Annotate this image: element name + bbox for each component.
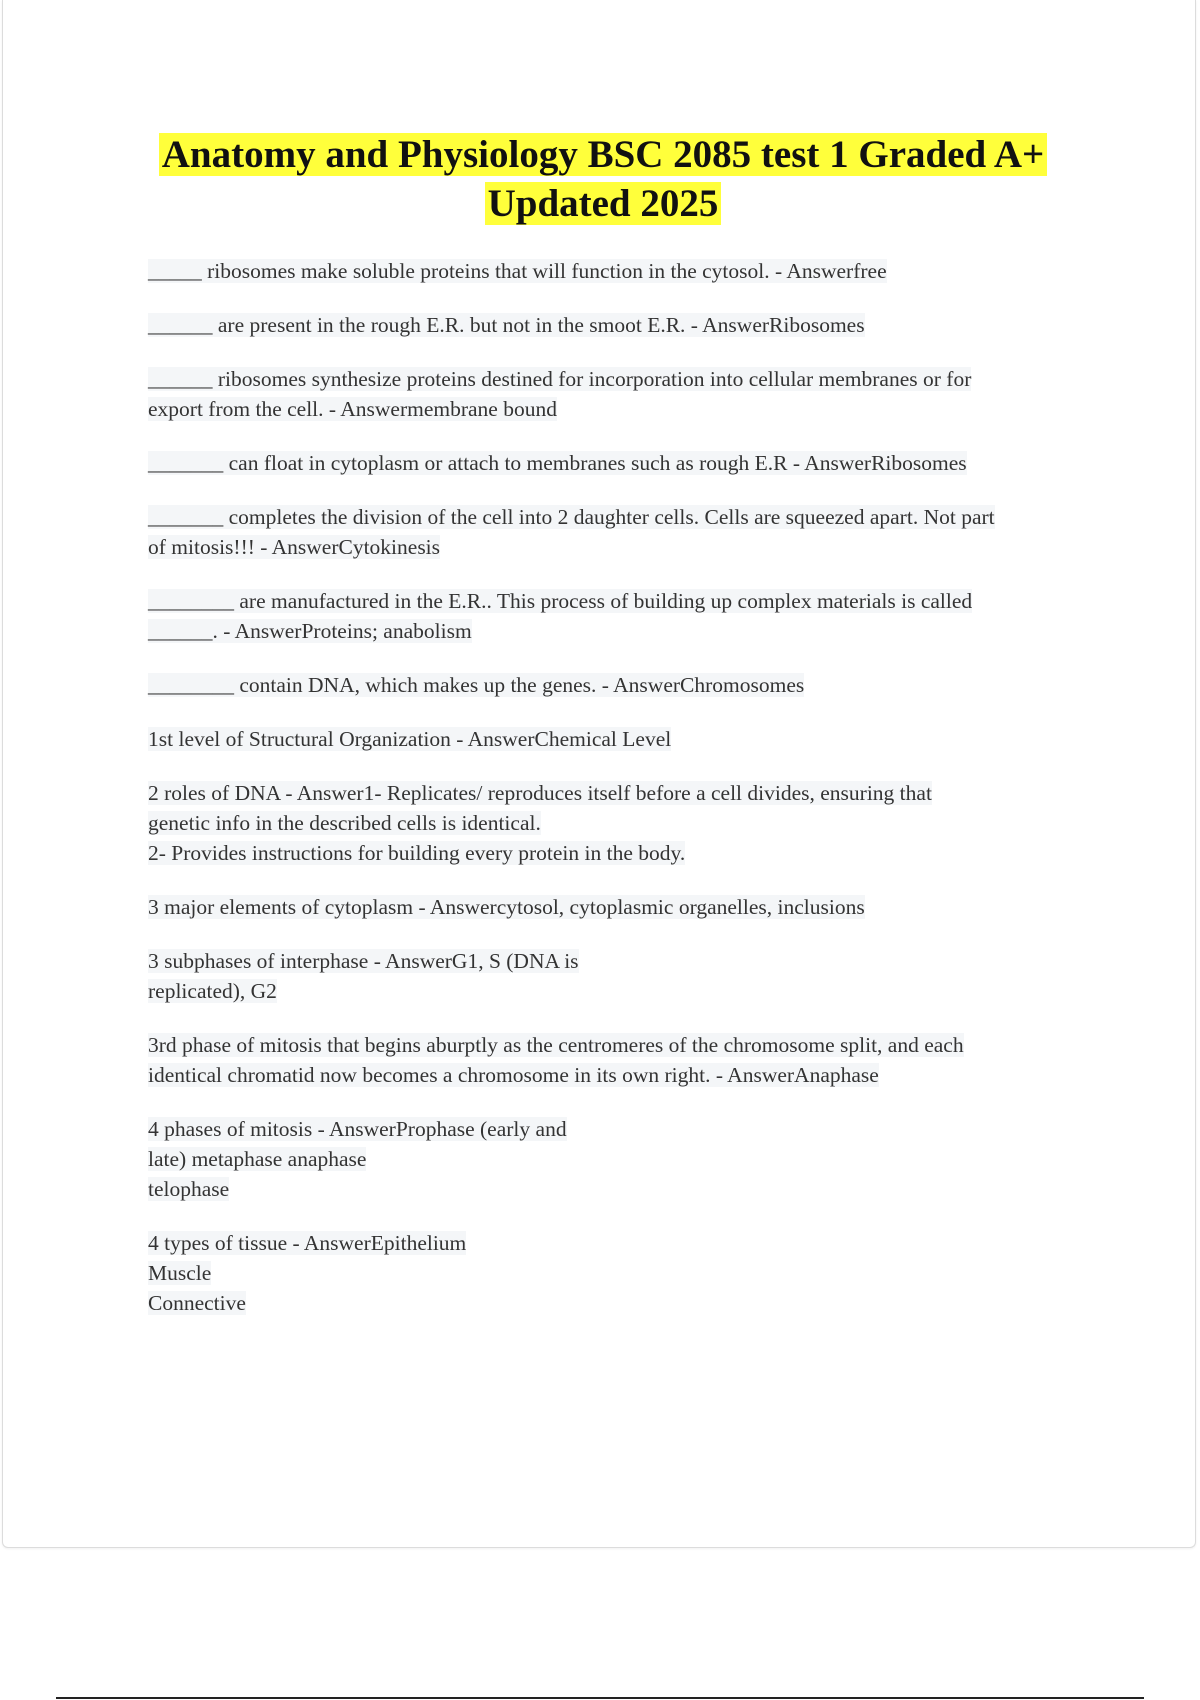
qa-text: 4 phases of mitosis - AnswerProphase (early and late) metaphase anaphase telophase bbox=[148, 1117, 567, 1201]
qa-item bbox=[148, 310, 1078, 340]
qa-item bbox=[148, 724, 1078, 754]
qa-text: _______ completes the division of the cell into 2 daughter cells. Cells are squeezed apart. Not part of mitosis!!! - AnswerCytokinesis bbox=[148, 505, 995, 559]
qa-item bbox=[148, 586, 1078, 646]
qa-item bbox=[148, 502, 1078, 562]
qa-item bbox=[148, 892, 1078, 922]
document-page bbox=[2, 0, 1196, 1548]
qa-text: _____ ribosomes make soluble proteins that will function in the cytosol. - Answerfree bbox=[148, 259, 887, 283]
qa-text: _______ can float in cytoplasm or attach to membranes such as rough E.R - AnswerRibosomes bbox=[148, 451, 967, 475]
next-page-top-edge bbox=[56, 1697, 1144, 1699]
title-line-1: Anatomy and Physiology BSC 2085 test 1 Graded A+ bbox=[159, 133, 1047, 176]
qa-item bbox=[148, 1114, 1078, 1204]
qa-text: ________ contain DNA, which makes up the genes. - AnswerChromosomes bbox=[148, 673, 805, 697]
qa-text: 3 major elements of cytoplasm - Answercytosol, cytoplasmic organelles, inclusions bbox=[148, 895, 865, 919]
document-title bbox=[3, 130, 1200, 228]
question-answer-list bbox=[148, 256, 1078, 1342]
qa-item bbox=[148, 778, 1078, 868]
qa-item bbox=[148, 1030, 1078, 1090]
qa-text: 4 types of tissue - AnswerEpithelium Muscle Connective bbox=[148, 1231, 467, 1315]
qa-text: 3 subphases of interphase - AnswerG1, S (DNA is replicated), G2 bbox=[148, 949, 579, 1003]
qa-item bbox=[148, 670, 1078, 700]
qa-item bbox=[148, 364, 1078, 424]
title-line-2: Updated 2025 bbox=[485, 182, 722, 225]
qa-text: 1st level of Structural Organization - AnswerChemical Level bbox=[148, 727, 672, 751]
qa-item bbox=[148, 1228, 1078, 1318]
qa-text: ______ ribosomes synthesize proteins destined for incorporation into cellular membranes or for export from the cell. - Answermembrane bound bbox=[148, 367, 972, 421]
qa-text: 2 roles of DNA - Answer1- Replicates/ reproduces itself before a cell divides, ensuring that genetic info in the described cells is identical. 2- Provides instructions for building every protein in the body. bbox=[148, 781, 932, 865]
qa-item bbox=[148, 448, 1078, 478]
qa-text: ________ are manufactured in the E.R.. This process of building up complex materials is called ______. - AnswerProteins; anabolism bbox=[148, 589, 973, 643]
qa-text: ______ are present in the rough E.R. but not in the smoot E.R. - AnswerRibosomes bbox=[148, 313, 865, 337]
qa-text: 3rd phase of mitosis that begins aburptly as the centromeres of the chromosome split, and each identical chromatid now becomes a chromosome in its own right. - AnswerAnaphase bbox=[148, 1033, 964, 1087]
qa-item bbox=[148, 946, 1078, 1006]
qa-item bbox=[148, 256, 1078, 286]
